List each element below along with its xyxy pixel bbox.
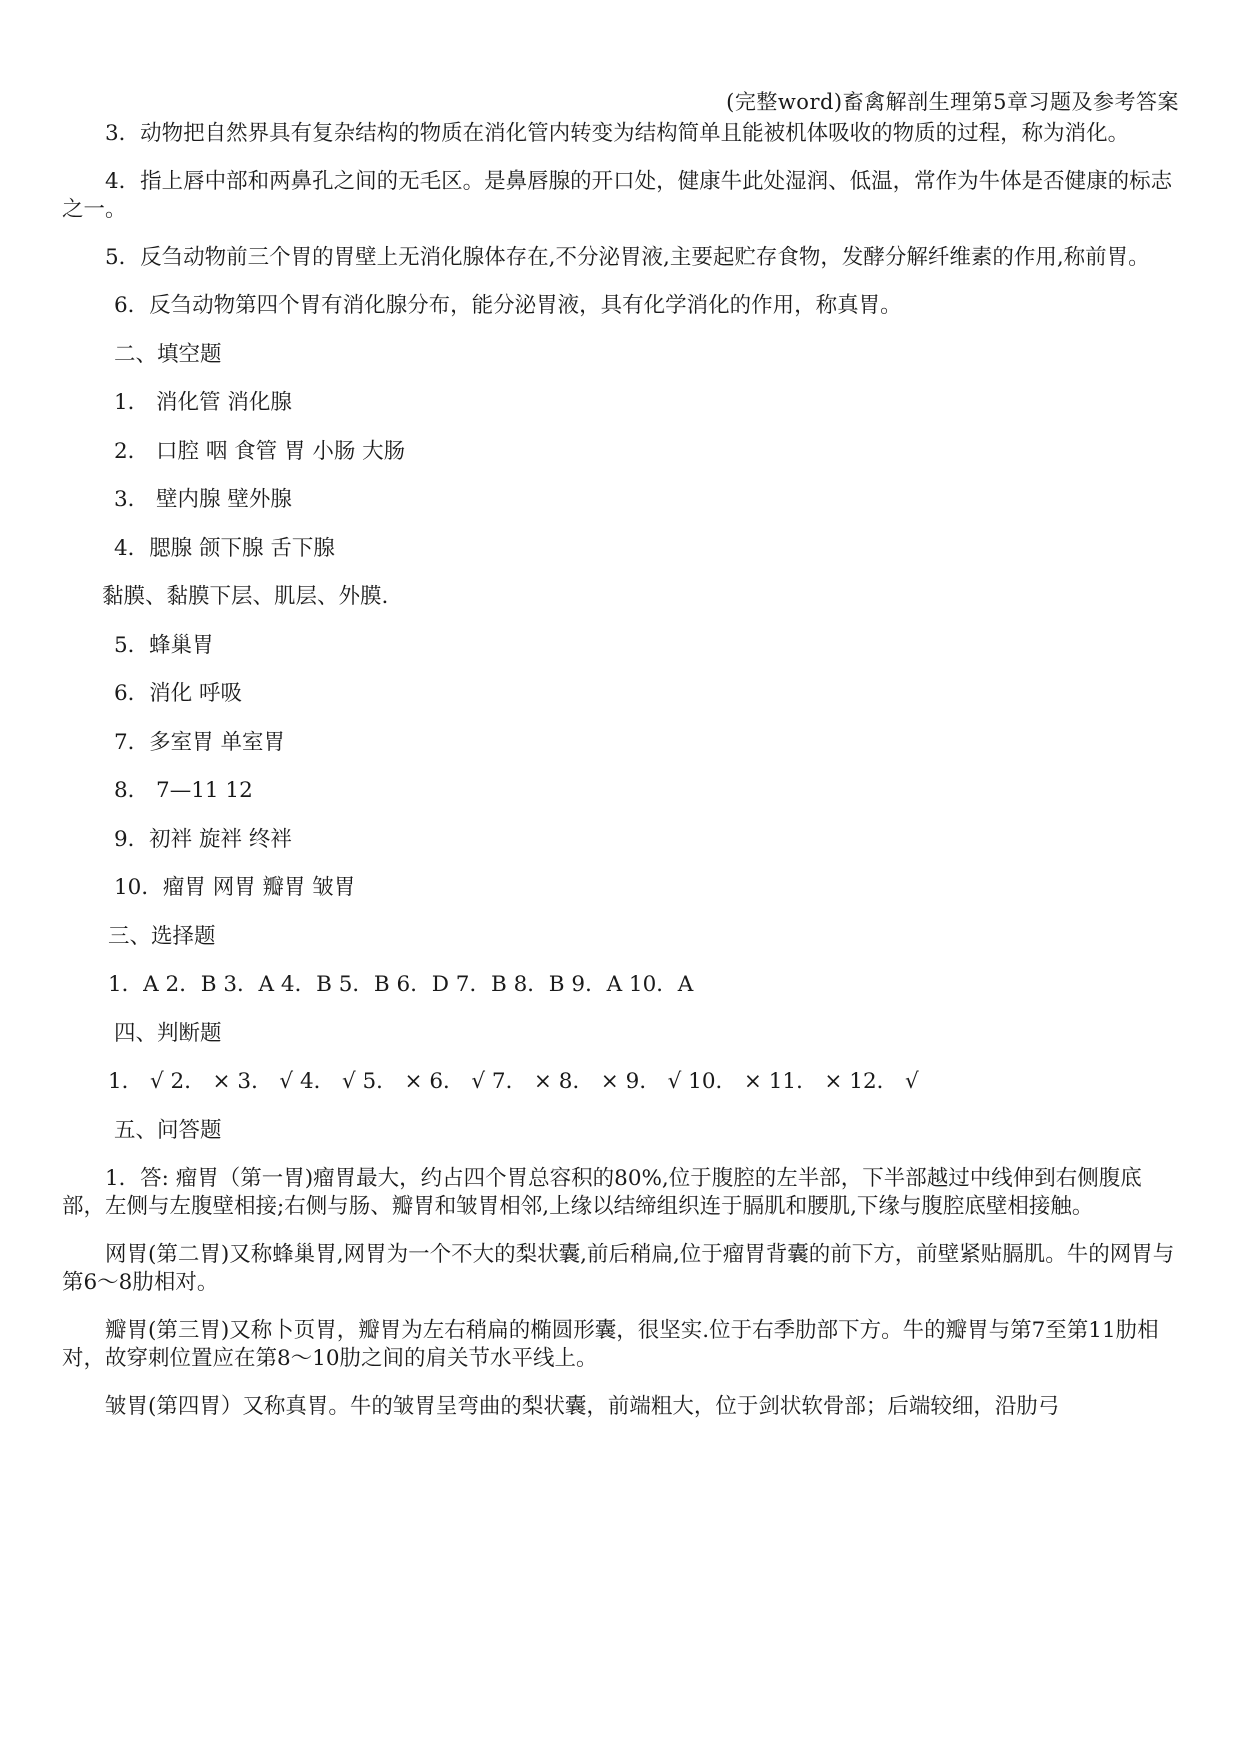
fill-answer-10: 10．瘤胃 网胃 瓣胃 皱胃	[114, 875, 356, 900]
qa-answer-reticulum: 网胃(第二胃)又称蜂巢胃,网胃为一个不大的梨状囊,前后稍扁,位于瘤胃背囊的前下方，前壁紧贴膈肌。牛的网胃与第6～8肋相对。	[62, 1242, 1175, 1295]
fill-answer-7: 7．多室胃 单室胃	[114, 729, 286, 755]
judge-heading: 四、判断题	[114, 1020, 222, 1046]
definition-4: 4．指上唇中部和两鼻孔之间的无毛区。是鼻唇腺的开口处，健康牛此处湿润、低温，常作为牛体是否健康的标志之一。	[62, 169, 1173, 222]
document-body	[62, 120, 1179, 1421]
fill-answer-9: 9．初袢 旋袢 终袢	[114, 826, 292, 852]
definition-3: 3．动物把自然界具有复杂结构的物质在消化管内转变为结构简单且能被机体吸收的物质的过程，称为消化。	[105, 121, 1130, 146]
fill-answer-5: 5．蜂巢胃	[114, 632, 214, 658]
choice-heading: 三、选择题	[108, 923, 216, 949]
judge-answers: 1． √ 2． × 3． √ 4． √ 5． × 6． √ 7． × 8． × 9． √ 10． × 11． × 12． √	[108, 1069, 919, 1094]
qa-answer-rumen: 1．答: 瘤胃（第一胃)瘤胃最大，约占四个胃总容积的80%,位于腹腔的左半部，下半部越过中线伸到右侧腹底部，左侧与左腹壁相接;右侧与肠、瓣胃和皱胃相邻,上缘以结缔组织连于膈肌和腰肌,下缘与腹腔底壁相接触。	[62, 1166, 1142, 1219]
qa-heading: 五、问答题	[114, 1117, 222, 1143]
fill-heading: 二、填空题	[114, 341, 222, 367]
page-header: (完整word)畜禽解剖生理第5章习题及参考答案	[726, 90, 1179, 114]
qa-answer-omasum: 瓣胃(第三胃)又称卜页胃，瓣胃为左右稍扁的椭圆形囊，很坚实.位于右季肋部下方。牛的瓣胃与第7至第11肋相对，故穿刺位置应在第8～10肋之间的肩关节水平线上。	[62, 1318, 1159, 1371]
fill-answer-4: 4．腮腺 颌下腺 舌下腺	[114, 535, 335, 561]
fill-answer-extra: 黏膜、黏膜下层、肌层、外膜.	[102, 584, 389, 609]
definition-6: 6．反刍动物第四个胃有消化腺分布，能分泌胃液，具有化学消化的作用，称真胃。	[114, 293, 902, 318]
definition-5: 5．反刍动物前三个胃的胃壁上无消化腺体存在,不分泌胃液,主要起贮存食物，发酵分解纤维素的作用,称前胃。	[105, 245, 1150, 270]
qa-answer-abomasum: 皱胃(第四胃）又称真胃。牛的皱胃呈弯曲的梨状囊，前端粗大，位于剑状软骨部；后端较细，沿肋弓	[105, 1394, 1060, 1419]
fill-answer-2: 2． 口腔 咽 食管 胃 小肠 大肠	[114, 438, 406, 464]
fill-answer-6: 6．消化 呼吸	[114, 681, 243, 706]
fill-answer-1: 1． 消化管 消化腺	[114, 390, 292, 415]
fill-answer-8: 8． 7—11 12	[114, 778, 253, 803]
fill-answer-3: 3． 壁内腺 壁外腺	[114, 487, 292, 512]
choice-answers: 1．A 2．B 3．A 4．B 5．B 6．D 7．B 8．B 9．A 10．A	[108, 972, 694, 997]
